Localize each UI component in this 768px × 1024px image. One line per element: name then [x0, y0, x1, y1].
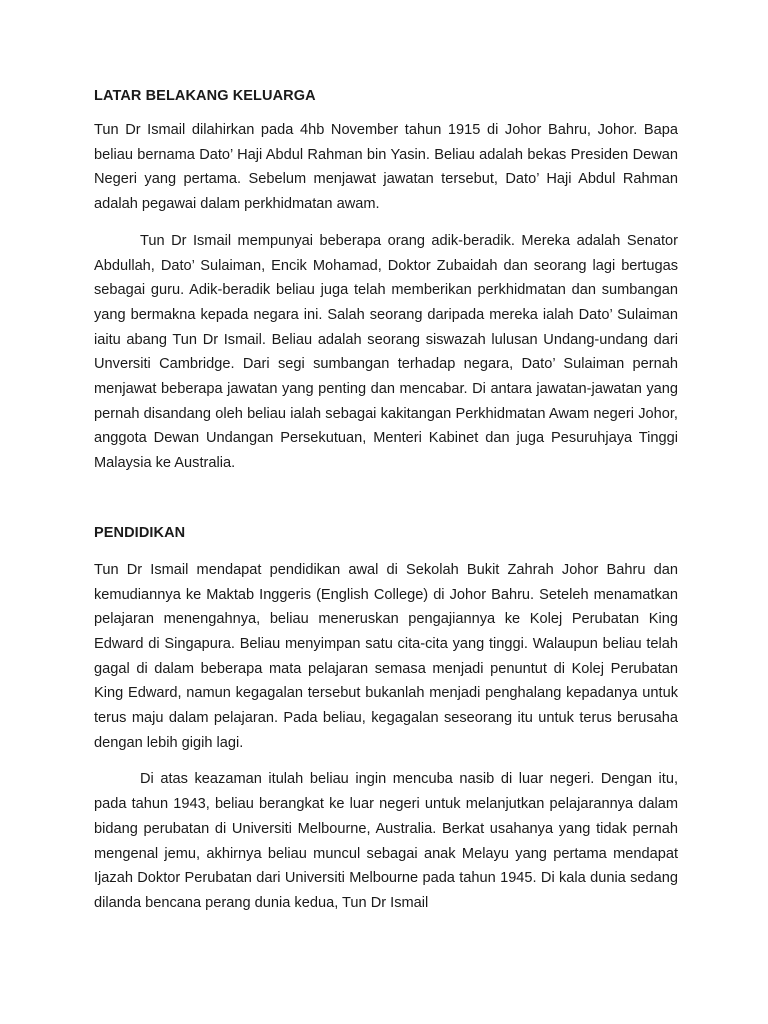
- section-heading-latar-belakang: LATAR BELAKANG KELUARGA: [94, 88, 316, 104]
- paragraph-family-intro: Tun Dr Ismail dilahirkan pada 4hb November tahun 1915 di Johor Bahru, Johor. Bapa beliau bernama Dato’ Haji Abdul Rahman bin Yasin. Beliau adalah bekas Presiden Dewan Negeri yang pertama. Sebelum menjawat jawatan tersebut, Dato’ Haji Abdul Rahman adalah pegawai dalam perkhidmatan awam.: [94, 122, 678, 213]
- paragraph-early-education: Tun Dr Ismail mendapat pendidikan awal di Sekolah Bukit Zahrah Johor Bahru dan kemudiannya ke Maktab Inggeris (English College) di Johor Bahru. Seteleh menamatkan pelajaran menengahnya, beliau meneruskan pengajiannya ke Kolej Perubatan King Edward di Singapura. Beliau menyimpan satu cita-cita yang tinggi. Walaupun beliau telah gagal di dalam beberapa mata pelajaran semasa menjadi penuntut di Kolej Perubatan King Edward, namun kegagalan tersebut bukanlah menjadi penghalang kepadanya untuk terus maju dalam pelajaran. Pada beliau, kegagalan seseorang itu untuk terus berusaha dengan lebih gigih lagi.: [94, 561, 678, 751]
- paragraph-siblings: Tun Dr Ismail mempunyai beberapa orang adik-beradik. Mereka adalah Senator Abdullah, Dato’ Sulaiman, Encik Mohamad, Doktor Zubaidah dan seorang lagi bertugas sebagai guru. Adik-beradik beliau juga telah memberikan perkhidmatan dan sumbangan yang bermakna kepada negara ini. Salah seorang daripada mereka ialah Dato’ Sulaiman iaitu abang Tun Dr Ismail. Beliau adalah seorang siswazah lulusan Undang-undang dari Unversiti Cambridge. Dari segi sumbangan terhadap negara, Dato’ Sulaiman pernah menjawat beberapa jawatan yang penting dan mencabar. Di antara jawatan-jawatan yang pernah disandang oleh beliau ialah sebagai kakitangan Perkhidmatan Awam negeri Johor, anggota Dewan Undangan Persekutuan, Menteri Kabinet dan juga Pesuruhjaya Tinggi Malaysia ke Australia.: [94, 232, 678, 472]
- document-page: [94, 86, 678, 916]
- section-heading-pendidikan: PENDIDIKAN: [94, 524, 186, 541]
- paragraph-melbourne: Di atas keazaman itulah beliau ingin mencuba nasib di luar negeri. Dengan itu, pada tahun 1943, beliau berangkat ke luar negeri untuk melanjutkan pelajarannya dalam bidang perubatan di Universiti Melbourne, Australia. Berkat usahanya yang tidak pernah mengenal jemu, akhirnya beliau muncul sebagai anak Melayu yang pertama mendapat Ijazah Doktor Perubatan dari Universiti Melbourne pada tahun 1945. Di kala dunia sedang dilanda bencana perang dunia kedua, Tun Dr Ismail: [94, 771, 678, 911]
